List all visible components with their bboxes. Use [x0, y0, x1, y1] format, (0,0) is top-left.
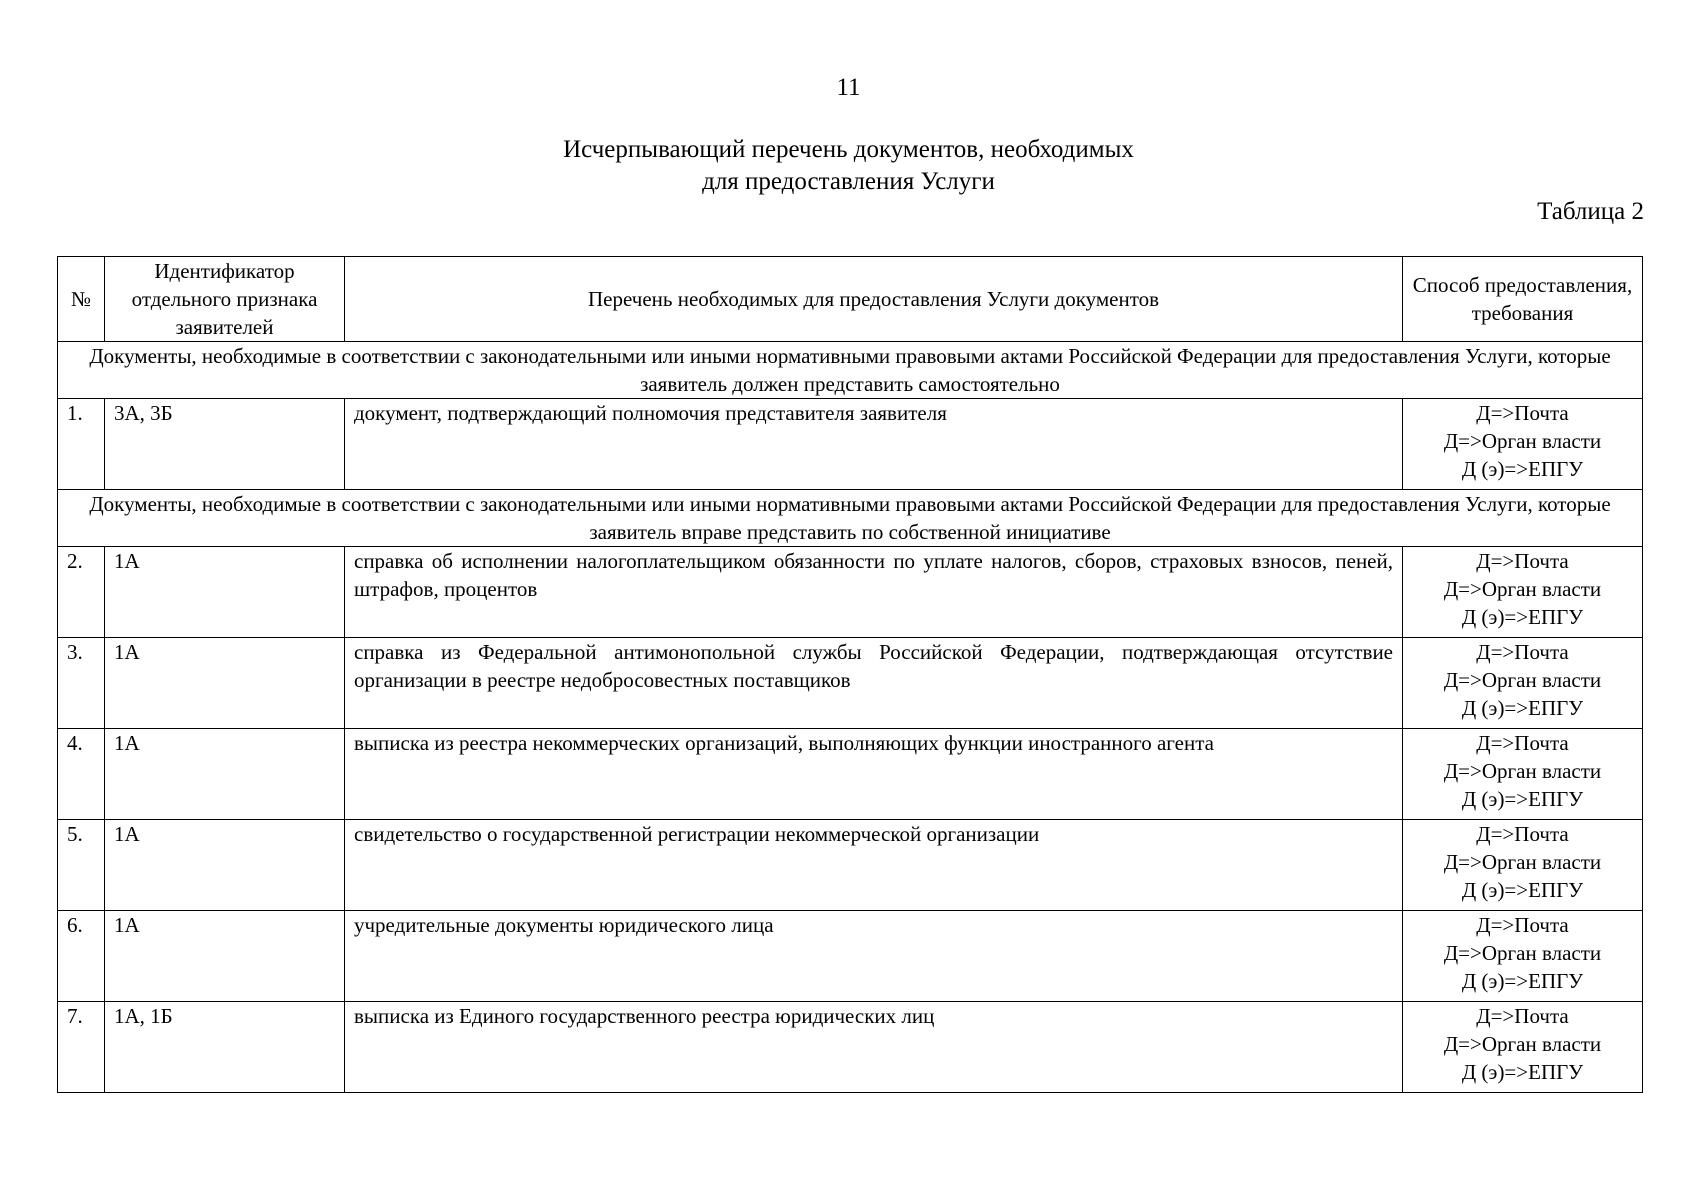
method-line: Д=>Почта — [1476, 913, 1569, 937]
header-num: № — [58, 257, 105, 342]
table-header — [58, 257, 1643, 342]
row-identifier: 3А, 3Б — [105, 399, 345, 490]
row-document: справка об исполнении налогоплательщиком обязанности по уплате налогов, сборов, страховых взносов, пеней, штрафов, процентов — [345, 547, 1403, 638]
row-document: справка из Федеральной антимонопольной службы Российской Федерации, подтверждающая отсутствие организации в реестре недобросовестных поставщиков — [345, 638, 1403, 729]
row-method — [1403, 638, 1643, 729]
title-line-1: Исчерпывающий перечень документов, необходимых — [563, 136, 1134, 163]
table-row — [58, 1002, 1643, 1093]
row-number: 3. — [58, 638, 105, 729]
method-line: Д=>Орган власти — [1443, 850, 1602, 874]
section-title: Документы, необходимые в соответствии с законодательными или иными нормативными правовыми актами Российской Федерации для предоставления Услуги, которые заявитель вправе представить по собственной инициативе — [58, 490, 1643, 547]
table-row — [58, 820, 1643, 911]
table-row — [58, 911, 1643, 1002]
row-identifier: 1А — [105, 911, 345, 1002]
method-line: Д=>Почта — [1476, 1004, 1569, 1028]
table-row — [58, 638, 1643, 729]
header-method: Способ предоставления, требования — [1403, 257, 1643, 342]
row-number: 7. — [58, 1002, 105, 1093]
table-label: Таблица 2 — [1537, 198, 1644, 225]
documents-table — [57, 256, 1643, 1093]
table-row — [58, 399, 1643, 490]
row-number: 6. — [58, 911, 105, 1002]
row-identifier: 1А — [105, 820, 345, 911]
method-line: Д=>Почта — [1476, 640, 1569, 664]
row-identifier: 1А, 1Б — [105, 1002, 345, 1093]
row-number: 4. — [58, 729, 105, 820]
section-title: Документы, необходимые в соответствии с законодательными или иными нормативными правовыми актами Российской Федерации для предоставления Услуги, которые заявитель должен представить самостоятельно — [58, 342, 1643, 399]
method-line: Д (э)=>ЕПГУ — [1461, 787, 1584, 811]
row-document: выписка из реестра некоммерческих организаций, выполняющих функции иностранного агента — [345, 729, 1403, 820]
method-line: Д=>Почта — [1476, 401, 1569, 425]
method-line: Д (э)=>ЕПГУ — [1461, 605, 1584, 629]
row-method — [1403, 911, 1643, 1002]
method-line: Д=>Почта — [1476, 731, 1569, 755]
row-identifier: 1А — [105, 547, 345, 638]
header-row — [58, 257, 1643, 342]
row-document: учредительные документы юридического лица — [345, 911, 1403, 1002]
method-line: Д (э)=>ЕПГУ — [1461, 878, 1584, 902]
row-number: 1. — [58, 399, 105, 490]
row-number: 5. — [58, 820, 105, 911]
method-line: Д=>Орган власти — [1443, 429, 1602, 453]
header-identifier: Идентификатор отдельного признака заявителей — [105, 257, 345, 342]
method-line: Д=>Почта — [1476, 549, 1569, 573]
page-number: 11 — [836, 74, 861, 101]
section-row — [58, 490, 1643, 547]
method-line: Д=>Орган власти — [1443, 759, 1602, 783]
method-line: Д (э)=>ЕПГУ — [1461, 457, 1584, 481]
row-method — [1403, 1002, 1643, 1093]
row-document: выписка из Единого государственного реестра юридических лиц — [345, 1002, 1403, 1093]
row-method — [1403, 547, 1643, 638]
document-title — [0, 134, 1697, 198]
row-document: документ, подтверждающий полномочия представителя заявителя — [345, 399, 1403, 490]
table-body — [58, 342, 1643, 1093]
row-identifier: 1А — [105, 638, 345, 729]
method-line: Д=>Орган власти — [1443, 941, 1602, 965]
method-line: Д (э)=>ЕПГУ — [1461, 969, 1584, 993]
method-line: Д=>Почта — [1476, 822, 1569, 846]
method-line: Д=>Орган власти — [1443, 1032, 1602, 1056]
row-method — [1403, 820, 1643, 911]
row-identifier: 1А — [105, 729, 345, 820]
method-line: Д (э)=>ЕПГУ — [1461, 1060, 1584, 1084]
row-method — [1403, 729, 1643, 820]
method-line: Д=>Орган власти — [1443, 668, 1602, 692]
section-row — [58, 342, 1643, 399]
title-line-2: для предоставления Услуги — [702, 168, 995, 195]
table-row — [58, 547, 1643, 638]
row-document: свидетельство о государственной регистрации некоммерческой организации — [345, 820, 1403, 911]
row-number: 2. — [58, 547, 105, 638]
method-line: Д=>Орган власти — [1443, 577, 1602, 601]
method-line: Д (э)=>ЕПГУ — [1461, 696, 1584, 720]
row-method — [1403, 399, 1643, 490]
header-list: Перечень необходимых для предоставления Услуги документов — [345, 257, 1403, 342]
table-row — [58, 729, 1643, 820]
